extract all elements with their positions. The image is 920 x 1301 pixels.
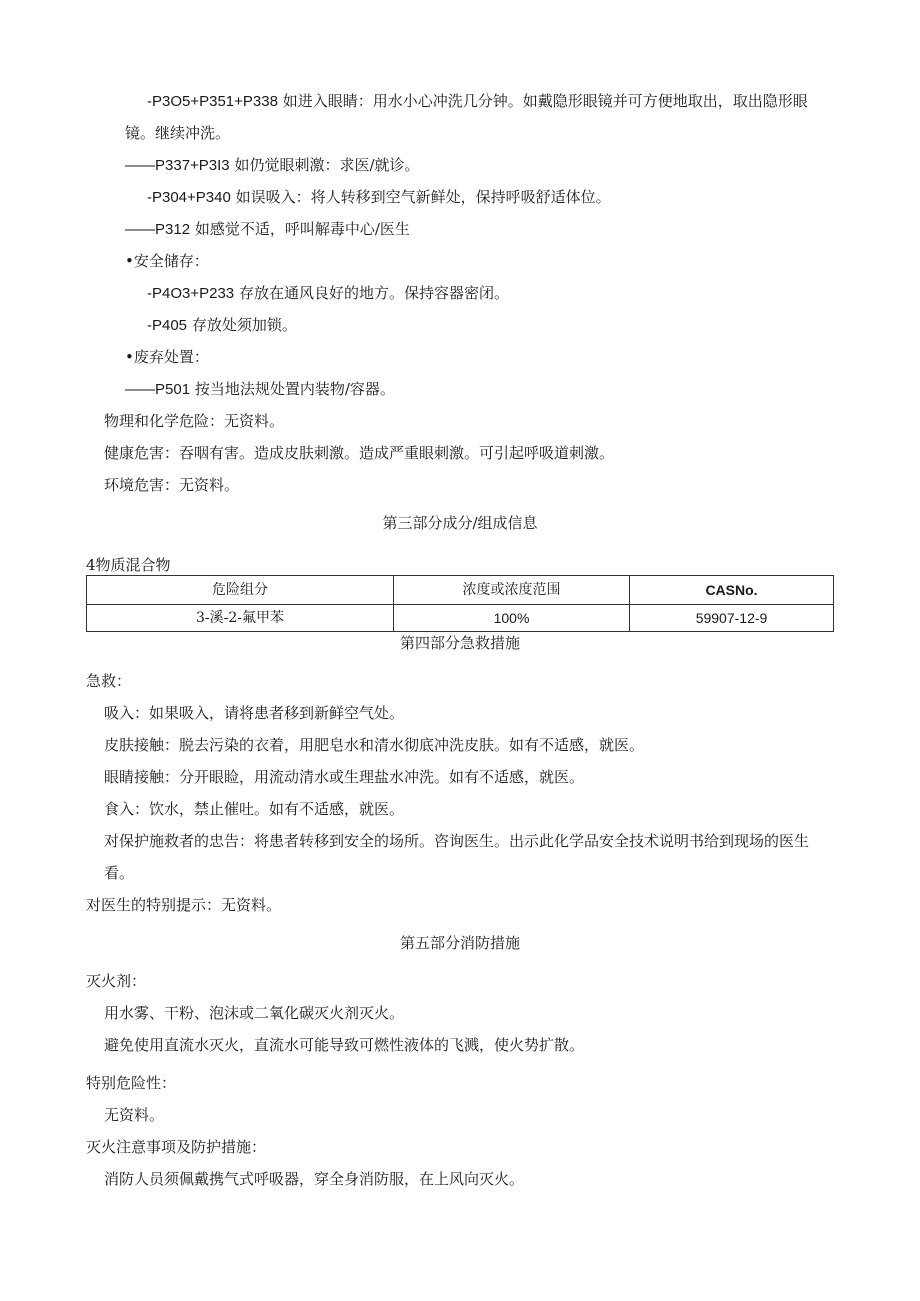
rescuer-advice: 对保护施救者的忠告：将患者转移到安全的场所。咨询医生。出示此化学品安全技术说明书给到现场的医生 — [104, 832, 810, 850]
p403-statement — [147, 283, 509, 304]
inhalation-text: 吸入：如果吸入，请将患者移到新鲜空气处。 — [104, 704, 405, 722]
p304-code: -P304+P340 — [147, 189, 231, 206]
header-concentration: 浓度或浓度范围 — [394, 576, 630, 605]
table-row — [87, 605, 834, 632]
p405-code: -P405 — [147, 317, 188, 334]
composition-table — [86, 575, 834, 632]
disposal-heading: •废弃处置： — [125, 348, 209, 366]
extinguishing-agent-2: 避免使用直流水灭火，直流水可能导致可燃性液体的飞溅，使火势扩散。 — [104, 1036, 585, 1054]
extinguishing-agent-1: 用水雾、干粉、泡沫或二氧化碳灭火剂灭火。 — [104, 1004, 405, 1022]
first-aid-heading: 急救： — [86, 672, 132, 690]
extinguishing-agent-heading: 灭火剂： — [86, 972, 147, 990]
section4-title: 第四部分急救措施 — [399, 634, 520, 652]
p304-statement — [147, 187, 611, 208]
doctor-note: 对医生的特别提示：无资料。 — [86, 896, 282, 914]
p337-code: ——P337+P3I3 — [125, 157, 230, 174]
p405-text: 存放处须加锁。 — [191, 316, 297, 334]
p305-text: 如进入眼睛：用水小心冲洗几分钟。如戴隐形眼镜并可方便地取出，取出隐形眼 — [282, 92, 808, 110]
p312-text: 如感觉不适，呼叫解毒中心/医生 — [194, 220, 410, 238]
storage-heading: •安全储存： — [125, 252, 209, 270]
section5-title: 第五部分消防措施 — [399, 934, 520, 952]
environment-hazard: 环境危害：无资料。 — [104, 476, 240, 494]
p403-text: 存放在通风良好的地方。保持容器密闭。 — [238, 284, 509, 302]
special-hazard-text: 无资料。 — [104, 1106, 165, 1124]
p305-continuation: 镜。继续冲洗。 — [125, 124, 231, 142]
p501-statement — [125, 379, 395, 400]
p337-statement — [125, 155, 420, 176]
p405-statement — [147, 315, 297, 336]
ingestion-text: 食入：饮水，禁止催吐。如有不适感，就医。 — [104, 800, 405, 818]
rescuer-advice-continuation: 看。 — [104, 864, 135, 882]
p312-code: ——P312 — [125, 221, 191, 238]
firefighting-notes-text: 消防人员须佩戴携气式呼吸器，穿全身消防服，在上风向灭火。 — [104, 1170, 525, 1188]
eye-contact-text: 眼睛接触：分开眼睑，用流动清水或生理盐水冲洗。如有不适感，就医。 — [104, 768, 585, 786]
p305-statement — [147, 91, 808, 112]
p304-text: 如误吸入：将人转移到空气新鲜处，保持呼吸舒适体位。 — [235, 188, 611, 206]
physical-hazard: 物理和化学危险：无资料。 — [104, 412, 285, 430]
p501-text: 按当地法规处置内装物/容器。 — [194, 380, 395, 398]
p337-text: 如仍觉眼刺激：求医/就诊。 — [234, 156, 420, 174]
section3-subtitle: 4物质混合物 — [86, 556, 171, 574]
section3-title: 第三部分成分/组成信息 — [382, 514, 538, 532]
cell-concentration: 100% — [394, 605, 630, 632]
p312-statement — [125, 219, 410, 240]
p403-code: -P4O3+P233 — [147, 285, 235, 302]
cell-component: 3-溪-2-氟甲苯 — [87, 605, 394, 632]
cell-cas: 59907-12-9 — [630, 605, 834, 632]
special-hazard-heading: 特别危险性： — [86, 1074, 177, 1092]
header-cas: CASNo. — [630, 576, 834, 605]
skin-contact-text: 皮肤接触：脱去污染的衣着，用肥皂水和清水彻底冲洗皮肤。如有不适感，就医。 — [104, 736, 645, 754]
p501-code: ——P501 — [125, 381, 191, 398]
header-component: 危险组分 — [87, 576, 394, 605]
table-header-row — [87, 576, 834, 605]
p305-code: -P3O5+P351+P338 — [147, 93, 278, 110]
firefighting-notes-heading: 灭火注意事项及防护措施： — [86, 1138, 267, 1156]
health-hazard: 健康危害：吞咽有害。造成皮肤刺激。造成严重眼刺激。可引起呼吸道刺激。 — [104, 444, 615, 462]
